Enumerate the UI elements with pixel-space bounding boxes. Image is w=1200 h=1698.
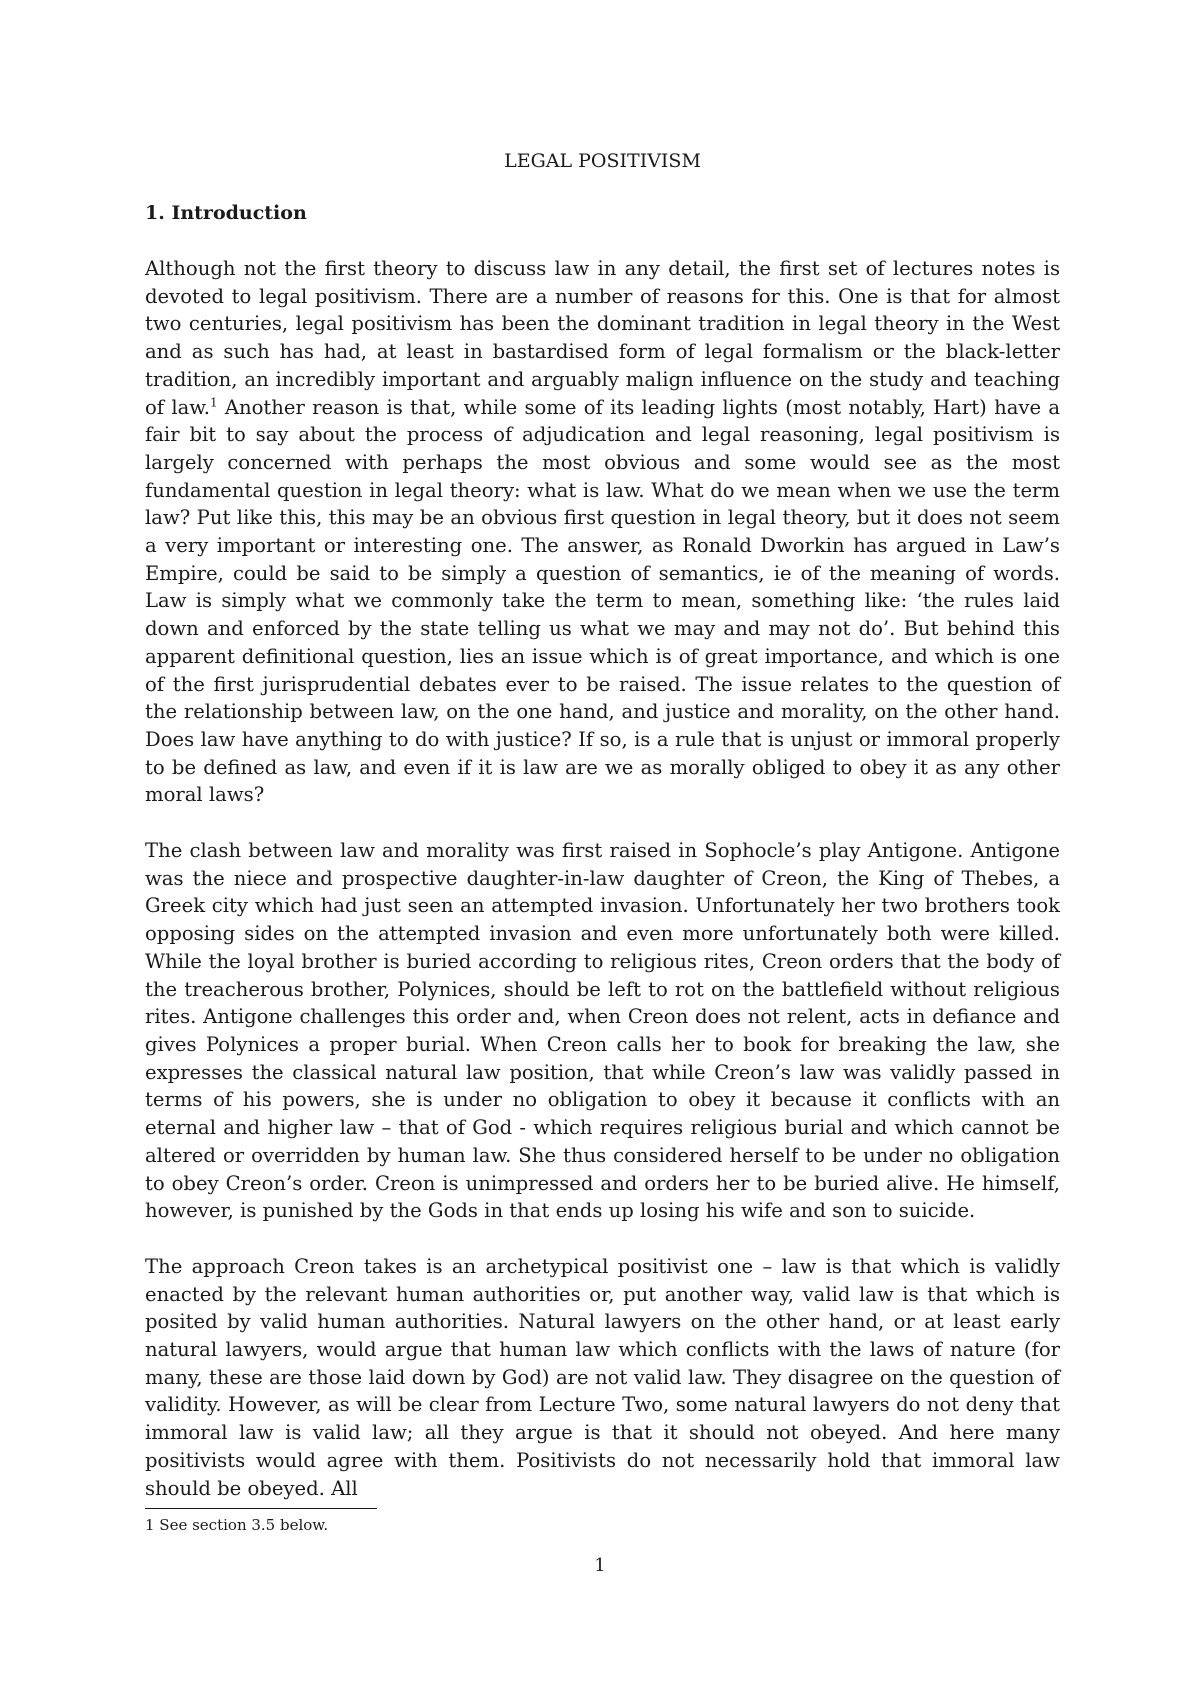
footnote: 1 See section 3.5 below. (145, 1516, 329, 1534)
document-page (145, 135, 1060, 1502)
paragraph-1 (145, 255, 1060, 809)
paragraph-2: The clash between law and morality was first raised in Sophocle’s play Antigone. Antigone was the niece and prospective daughter-in-law daughter of Creon, the King of Thebes, a Greek city which had just seen an attempted invasion. Unfortunately her two brothers took opposing sides on the attempted invasion and even more unfortunately both were killed. While the loyal brother is buried according to religious rites, Creon orders that the body of the treacherous brother, Polynices, should be left to rot on the battlefield without religious rites. Antigone challenges this order and, when Creon does not relent, acts in defiance and gives Polynices a proper burial. When Creon calls her to book for breaking the law, she expresses the classical natural law position, that while Creon’s law was validly passed in terms of his powers, she is under no obligation to obey it because it conflicts with an eternal and higher law – that of God - which requires religious burial and which cannot be altered or overridden by human law. She thus considered herself to be under no obligation to obey Creon’s order. Creon is unimpressed and orders her to be buried alive. He himself, however, is punished by the Gods in that ends up losing his wife and son to suicide. (145, 839, 1060, 1223)
footnote-reference[interactable]: 1 (209, 394, 218, 409)
page-number: 1 (594, 1555, 606, 1576)
footnote-separator (145, 1508, 377, 1509)
paragraph-1-text-b: Another reason is that, while some of its leading lights (most notably, Hart) have a fair bit to say about the process of adjudication and legal reasoning, legal positivism is largely concerned with perhaps the most obvious and some would see as the most fundamental question in legal theory: what is law. What do we mean when we use the term law? Put like this, this may be an obvious first question in legal theory, but it does not seem a very important or interesting one. The answer, as Ronald Dworkin has argued in Law’s Empire, could be said to be simply a question of semantics, ie of the meaning of words. Law is simply what we commonly take the term to mean, something like: ‘the rules laid down and enforced by the state telling us what we may and may not do’. But behind this apparent definitional question, lies an issue which is of great importance, and which is one of the first jurisprudential debates ever to be raised. The issue relates to the question of the relationship between law, on the one hand, and justice and morality, on the other hand. Does law have anything to do with justice? If so, is a rule that is unjust or immoral properly to be defined as law, and even if it is law are we as morally obliged to obey it as any other moral laws? (145, 395, 1061, 807)
paragraph-3: The approach Creon takes is an archetypical positivist one – law is that which is validly enacted by the relevant human authorities or, put another way, valid law is that which is posited by valid human authorities. Natural lawyers on the other hand, or at least early natural lawyers, would argue that human law which conflicts with the laws of nature (for many, these are those laid down by God) are not valid law. They disagree on the question of validity. However, as will be clear from Lecture Two, some natural lawyers do not deny that immoral law is valid law; all they argue is that it should not obeyed. And here many positivists would agree with them. Positivists do not necessarily hold that immoral law should be obeyed. All (145, 1254, 1060, 1500)
document-title: LEGAL POSITIVISM (504, 150, 701, 172)
paragraph-1-text-a: Although not the first theory to discuss law in any detail, the first set of lectures notes is devoted to legal positivism. There are a number of reasons for this. One is that for almost two centuries, legal positivism has been the dominant tradition in legal theory in the West and as such has had, at least in bastardised form of legal formalism or the black-letter tradition, an incredibly important and arguably malign influence on the study and teaching of law. (145, 257, 1060, 419)
section-heading: 1. Introduction (145, 202, 307, 224)
